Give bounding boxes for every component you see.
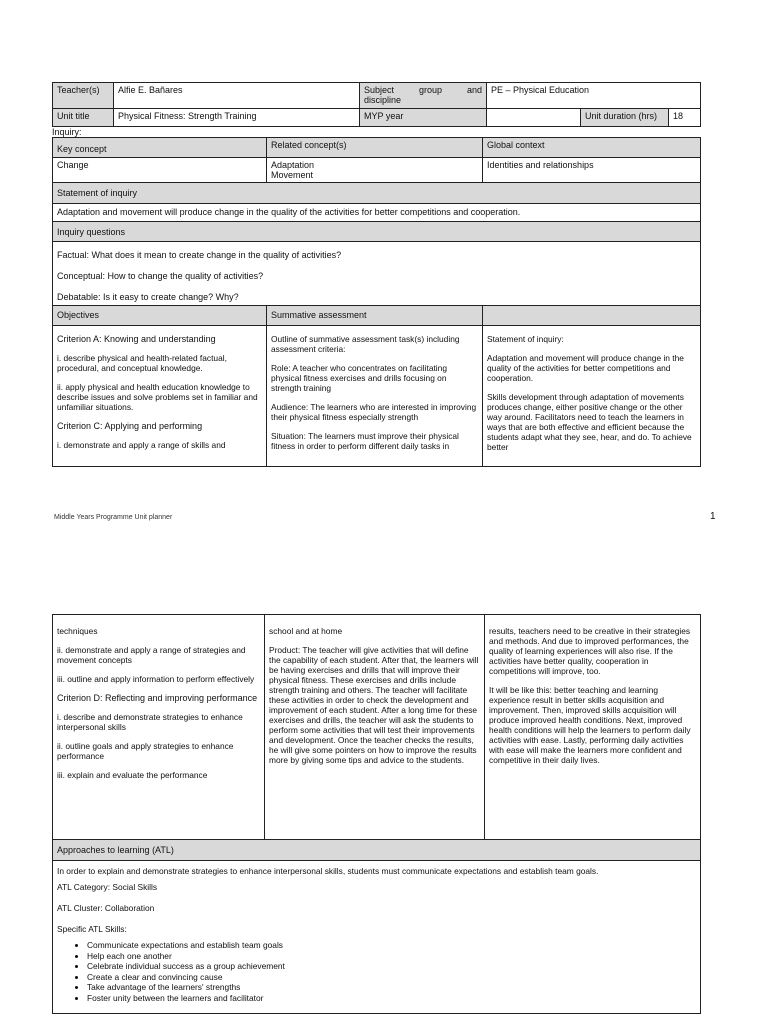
objective-item: ii. demonstrate and apply a range of strategies and movement concepts <box>57 645 246 665</box>
objectives-cell-continued <box>53 615 265 840</box>
objective-item: iii. explain and evaluate the performance <box>57 770 208 780</box>
global-context-label: Global context <box>483 138 701 158</box>
statement-column-text: Skills development through adaptation of movements produces change, either positive change or the other way around. Facilitators need to teach the learners in ways that are both effective and efficient because the students adapt what they see, hear, and do. To achieve better <box>487 392 692 452</box>
unit-title-label: Unit title <box>53 109 114 127</box>
atl-skill-item: • Communicate expectations and establish team goals <box>87 940 696 951</box>
global-context-value: Identities and relationships <box>483 158 701 183</box>
objective-item: iii. outline and apply information to perform effectively <box>57 674 255 684</box>
statement-column-text: It will be like this: better teaching and learning experience result in better skills acquisition and improvement. Then, improved skills acquisition will produce improved health conditions. Next, improved health conditions will help the learners to perform daily activities with ease. Lastly, performing daily activities with ease will make the learners more confident and competitive in their daily lives. <box>489 685 691 765</box>
summative-situation-continued: school and at home <box>269 626 343 636</box>
debatable-question: Debatable: Is it easy to create change? Why? <box>57 292 239 302</box>
summative-role: Role: A teacher who concentrates on facilitating physical fitness exercises and drills focusing on strength training <box>271 363 447 393</box>
statement-text: Adaptation and movement will produce change in the quality of the activities for better competitions and cooperation. <box>53 204 701 222</box>
teacher-label: Teacher(s) <box>53 83 114 109</box>
myp-year-label: MYP year <box>360 109 487 127</box>
myp-year-value <box>487 109 581 127</box>
unit-title-value: Physical Fitness: Strength Training <box>114 109 360 127</box>
statement-column-text: Adaptation and movement will produce change in the quality of the activities for better competitions and cooperation. <box>487 353 684 383</box>
criterion-a: Criterion A: Knowing and understanding <box>57 334 216 344</box>
subject-value: PE – Physical Education <box>487 83 701 109</box>
inquiry-table <box>52 137 701 467</box>
objective-item: techniques <box>57 626 98 636</box>
header-table <box>52 82 701 127</box>
statement-column-heading: Statement of inquiry: <box>487 334 564 344</box>
related-concept: Movement <box>271 170 314 180</box>
inquiry-questions <box>53 242 701 306</box>
atl-skill-item: • Celebrate individual success as a group achievement <box>87 961 696 972</box>
summative-cell-continued <box>265 615 485 840</box>
atl-label: Approaches to learning (ATL) <box>53 840 701 861</box>
objectives-cell <box>53 326 267 467</box>
atl-skills-list <box>57 940 696 1003</box>
subject-label-word: Subject <box>364 85 395 95</box>
criterion-d: Criterion D: Reflecting and improving performance <box>57 693 258 703</box>
atl-cluster: ATL Cluster: Collaboration <box>57 903 155 913</box>
key-concept-label: Key concept <box>53 138 267 158</box>
summative-outline: Outline of summative assessment task(s) including assessment criteria: <box>271 334 460 354</box>
objective-item: i. describe and demonstrate strategies to enhance interpersonal skills <box>57 712 243 732</box>
objectives-label: Objectives <box>53 306 267 326</box>
teacher-value: Alfie E. Bañares <box>114 83 360 109</box>
subject-label-line2: discipline <box>364 95 402 105</box>
continuation-table <box>52 614 701 1014</box>
criterion-c: Criterion C: Applying and performing <box>57 421 203 431</box>
subject-label-word: and <box>466 85 482 95</box>
atl-skill-item: • Help each one another <box>87 951 696 962</box>
atl-specific-label: Specific ATL Skills: <box>57 924 127 934</box>
summative-audience: Audience: The learners who are interested in improving their physical fitness especially strength <box>271 402 477 422</box>
subject-label-word: group <box>418 85 443 95</box>
inquiry-questions-label: Inquiry questions <box>53 222 701 242</box>
summative-label: Summative assessment <box>267 306 483 326</box>
objective-item: ii. outline goals and apply strategies to enhance performance <box>57 741 234 761</box>
related-concept: Adaptation <box>271 160 315 170</box>
inquiry-label: Inquiry: <box>52 127 82 137</box>
objective-item: ii. apply physical and health education knowledge to describe issues and solve problems set in familiar and unfamiliar situations. <box>57 382 258 412</box>
atl-intro: In order to explain and demonstrate strategies to enhance interpersonal skills, students must communicate expectations and establish team goals. <box>57 866 599 876</box>
atl-skill-item: • Take advantage of the learners' strengths <box>87 982 696 993</box>
summative-cell <box>267 326 483 467</box>
objective-item: i. describe physical and health-related factual, procedural, and conceptual knowledge. <box>57 353 227 373</box>
atl-category: ATL Category: Social Skills <box>57 882 158 892</box>
summative-product: Product: The teacher will give activities that will define the capability of each student. After that, the learners will be having exercises and drills that will improve their physical fitness. These exercises and drills include strength training and others. The teacher will facilitate these activities in order to check the development and improvement of each student. After a long time for these exercises and drills, the teacher will ask the students to perform some activities that will test their improvements and development. Once the teacher checks the results, he will give some pointers on how to improve the results more by giving some tips and advice to the students. <box>269 645 479 765</box>
statement-column-text: results, teachers need to be creative in their strategies and methods. And due to improved performances, the quality of learning experiences will also rise. If the activities have better quality, cooperation in competitions will improve, too. <box>489 626 691 676</box>
subject-label <box>360 83 487 109</box>
related-concepts-value <box>267 158 483 183</box>
statement-column-cell-continued <box>485 615 701 840</box>
unit-duration-label: Unit duration (hrs) <box>581 109 669 127</box>
atl-cell <box>53 861 701 1014</box>
factual-question: Factual: What does it mean to create change in the quality of activities? <box>57 250 342 260</box>
conceptual-question: Conceptual: How to change the quality of activities? <box>57 271 264 281</box>
atl-skill-item: • Create a clear and convincing cause <box>87 972 696 983</box>
unit-duration-value: 18 <box>669 109 701 127</box>
objectives-header-empty <box>483 306 701 326</box>
footer-label: Middle Years Programme Unit planner <box>54 514 173 521</box>
key-concept-value: Change <box>53 158 267 183</box>
page-number: 1 <box>710 511 716 522</box>
statement-column-cell <box>483 326 701 467</box>
summative-situation: Situation: The learners must improve their physical fitness in order to perform different daily tasks in <box>271 431 459 451</box>
statement-label: Statement of inquiry <box>53 183 701 204</box>
atl-skill-item: • Foster unity between the learners and facilitator <box>87 993 696 1004</box>
related-concepts-label: Related concept(s) <box>267 138 483 158</box>
objective-item: i. demonstrate and apply a range of skills and <box>57 440 226 450</box>
